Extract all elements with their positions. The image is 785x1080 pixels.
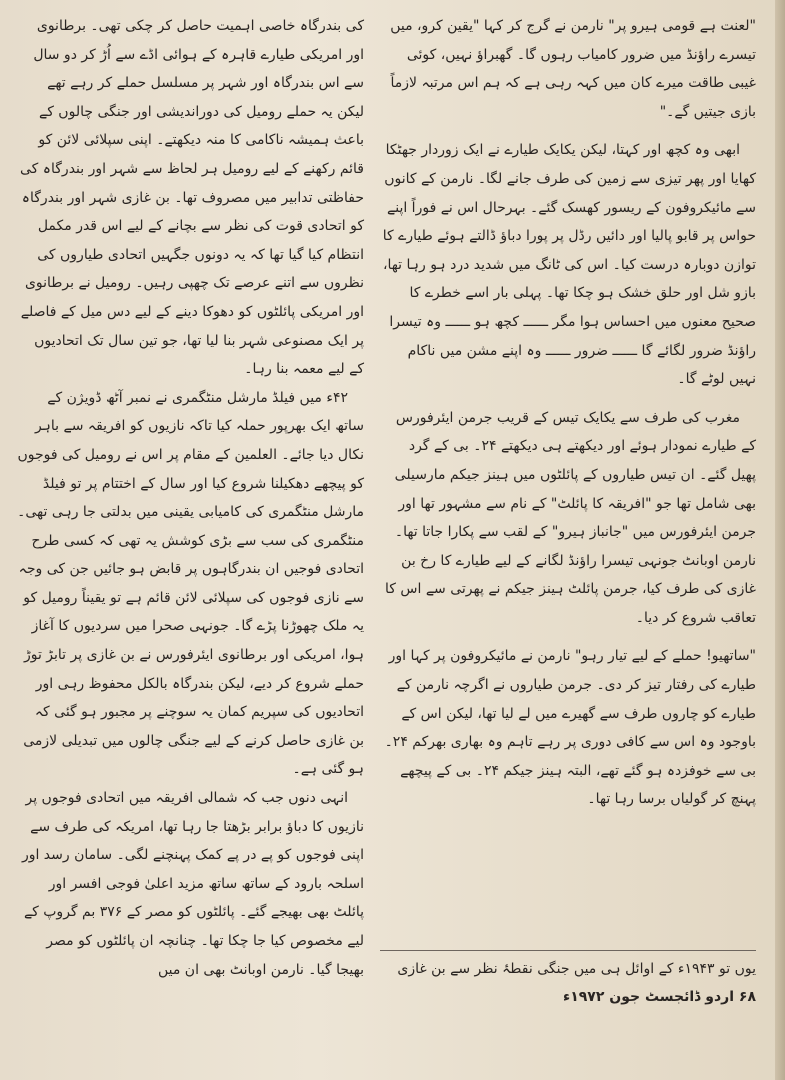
paragraph: ۴۲ء میں فیلڈ مارشل منٹگمری نے نمبر آٹھ ڈویژن کے ساتھ ایک بھرپور حملہ کیا تاکہ نازیوں کو افریقہ سے باہر نکال دیا جائے۔ العلمین کے مقام پر اس نے رومیل کی فوجوں کو پیچھے دھکیلنا شروع کیا اور سال کے اختتام پر تو فیلڈ مارشل منٹگمری کی کامیابی یقینی میں بدلتی جا رہی تھی۔ منٹگمری کی سب سے بڑی کوشش یہ تھی کہ کسی طرح اتحادی فوجیں ان بندرگاہوں پر قابض ہو جائیں جن کی وجہ سے نازی فوجوں کی سپلائی لائن قائم ہے تو یقیناً رومیل کو یہ ملک چھوڑنا پڑے گا۔ جونہی صحرا میں سردیوں کا آغاز ہوا، امریکی اور برطانوی ایئرفورس نے بن غازی پر تابڑ توڑ حملے شروع کر دیے، لیکن بندرگاہ بالکل محفوظ رہی اور اتحادیوں کی سپریم کمان یہ سوچنے پر مجبور ہو گئی کہ بن غازی حاصل کرنے کے لیے جنگی چالوں میں تبدیلی لازمی ہو گئی ہے۔: [17, 389, 364, 778]
magazine-footer-line: [380, 983, 756, 1011]
left-column: [16, 12, 364, 1020]
right-column: [380, 12, 756, 1020]
paragraph: ابھی وہ کچھ اور کہتا، لیکن یکایک طیارے نے ایک زوردار جھٹکا کھایا اور پھر تیزی سے زمین کی طرف جانے لگا۔ نارمن کے کانوں سے مائیکروفون کے ریسور کھسک گئے۔ بہرحال اس نے فوراً اپنے حواس پر قابو پالیا اور دائیں رڈل پر پورا دباؤ ڈالتے ہوئے طیارے کا توازن دوبارہ درست کیا۔ اس کی ٹانگ میں شدید درد ہو رہا تھا، بازو شل اور حلق خشک ہو چکا تھا۔ پہلی بار اسے خطرے کا صحیح معنوں میں احساس ہوا مگر ــــــ کچھ ہو ــــــ وہ تیسرا راؤنڈ ضرور لگائے گا ــــــ ضرور ــــــ وہ اپنے مشن میں ناکام نہیں لوٹے گا۔: [382, 142, 756, 388]
page-footer: [380, 950, 756, 1011]
paragraph: "ساتھیو! حملے کے لیے تیار رہو" نارمن نے مائیکروفون پر کہا اور طیارے کی رفتار تیز کر دی۔ جرمن طیاروں نے اگرچہ نارمن کے طیارے کو چاروں طرف سے گھیرے میں لے لیا تھا، لیکن اس کے باوجود وہ اس سے کافی دوری پر رہے تاہم وہ بھاری بھرکم ۲۴۔ بی سے خوفزدہ ہو گئے تھے، البتہ ہینز جیکم ۲۴۔ بی کے پیچھے پہنچ کر گولیاں برسا رہا تھا۔: [384, 648, 756, 808]
paragraph: انہی دنوں جب کہ شمالی افریقہ میں اتحادی فوجوں پر نازیوں کا دباؤ برابر بڑھتا جا رہا تھا، امریکہ کی طرف سے اپنی فوجوں کو پے در پے کمک پہنچنے لگی۔ سامان رسد اور اسلحہ بارود کے ساتھ ساتھ مزید اعلیٰ فوجی افسر اور پائلٹ بھی بھیجے گئے۔ پائلٹوں کو مصر کے ۳۷۶ بم گروپ کے لیے مخصوص کیا جا چکا تھا۔ چنانچہ ان پائلٹوں کو مصر بھیجا گیا۔ نارمن اوبانٹ بھی ان میں: [21, 790, 364, 978]
page-edge: [775, 0, 785, 1080]
paragraph: مغرب کی طرف سے یکایک تیس کے قریب جرمن ایئرفورس کے طیارے نمودار ہوئے اور دیکھتے ہی دیکھتے ۲۴۔ بی کے گرد پھیل گئے۔ ان تیس طیاروں کے پائلٹوں میں ہینز جیکم مارسیلی بھی شامل تھا جو "افریقہ کا پائلٹ" کے نام سے مشہور تھا اور جرمن ایئرفورس میں "جانباز ہیرو" کے لقب سے پکارا جاتا تھا۔ نارمن اوبانٹ جونہی تیسرا راؤنڈ لگانے کے لیے طیارے کا رخ بن غازی کی طرف کیا، جرمن پائلٹ ہینز جیکم نے پھرتی سے اس کا تعاقب شروع کر دیا۔: [385, 409, 756, 626]
magazine-issue: اردو ڈائجسٹ جون ۱۹۷۲ء: [563, 989, 735, 1005]
footnote-text: یوں تو ۱۹۴۳ء کے اوائل ہی میں جنگی نقطۂ نظر سے بن غازی: [397, 961, 756, 977]
paragraph: "لعنت ہے قومی ہیرو پر" نارمن نے گرج کر کہا "یقین کرو، میں تیسرے راؤنڈ میں ضرور کامیاب رہوں گا۔ گھبراؤ نہیں، کوئی غیبی طاقت میرے کان میں کہہ رہی ہے کہ ہم اس مرتبہ لازماً بازی جیتیں گے۔": [390, 18, 756, 120]
footnote-rule: [380, 950, 756, 951]
page-number: ۶۸: [738, 989, 756, 1005]
paragraph: کی بندرگاہ خاصی اہمیت حاصل کر چکی تھی۔ برطانوی اور امریکی طیارے قاہرہ کے ہوائی اڈے سے اُڑ کر دو سال سے اس بندرگاہ اور شہر پر مسلسل حملے کر رہے تھے لیکن یہ حملے رومیل کی دوراندیشی اور جنگی چالوں کے باعث ہمیشہ ناکامی کا منہ دیکھتے۔ اپنی سپلائی لائن کو قائم رکھنے کے لیے رومیل ہر لحاظ سے شہر اور بندرگاہ کی حفاظتی تدابیر میں مصروف تھا۔ بن غازی شہر اور بندرگاہ کو اتحادی قوت کی نظر سے بچانے کے لیے اس قدر مکمل انتظام کیا گیا تھا کہ یہ دونوں جگہیں اتحادی طیاروں کی نظروں سے اتنے عرصے تک چھپی رہیں۔ رومیل نے برطانوی اور امریکی پائلٹوں کو دھوکا دینے کے لیے دس میل کے فاصلے پر ایک مصنوعی شہر بنا لیا تھا، جو تین سال تک اتحادیوں کے لیے معمہ بنا رہا۔: [20, 18, 364, 378]
